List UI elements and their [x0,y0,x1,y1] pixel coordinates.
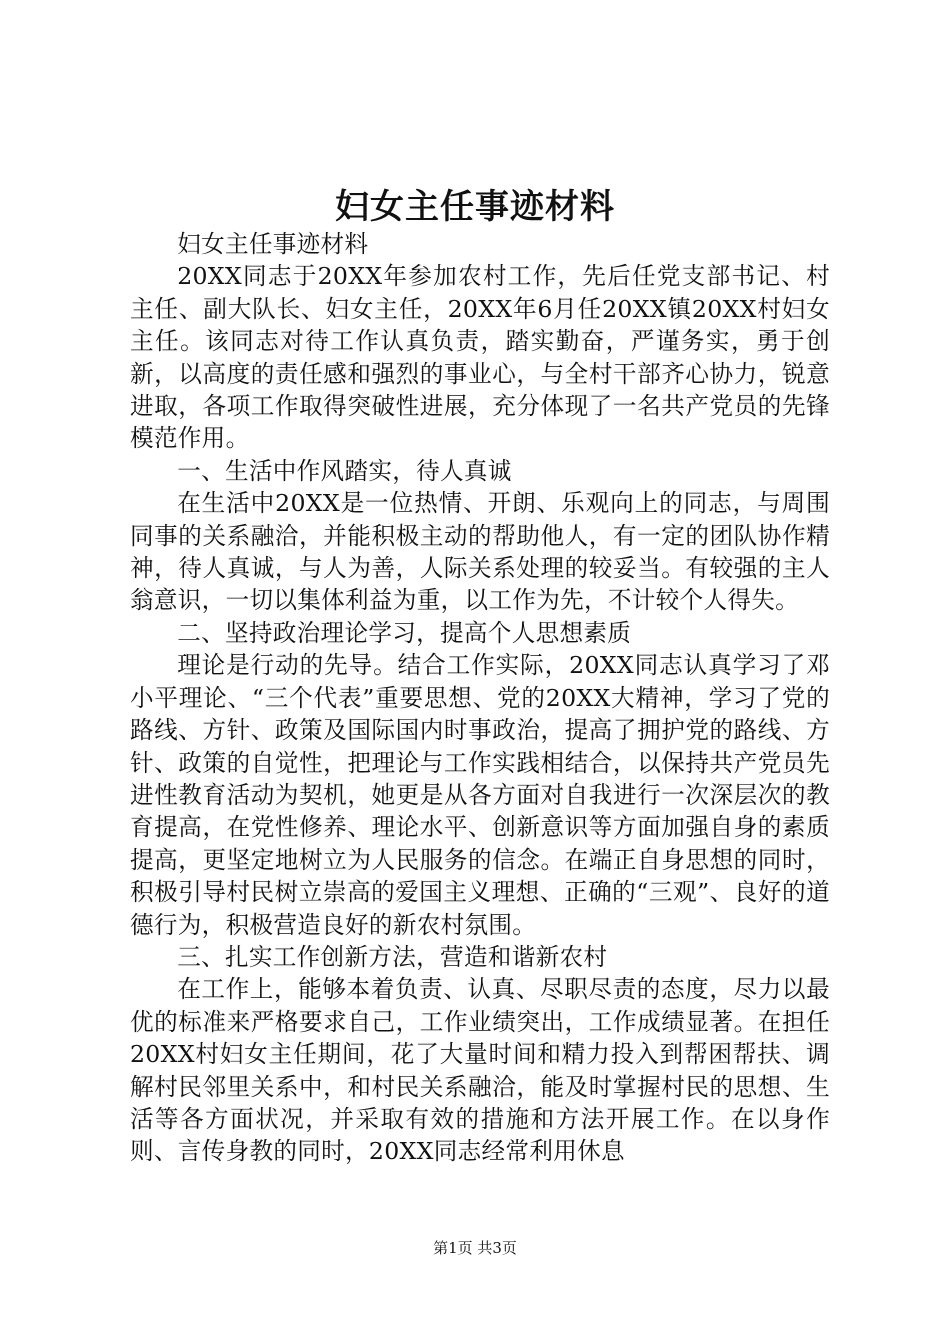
document-body [130,228,830,1168]
section-heading-1: 一、生活中作风踏实，待人真诚 [177,456,512,485]
section-heading-3: 三、扎实工作创新方法，营造和谐新农村 [177,942,608,971]
paragraph-subtitle: 妇女主任事迹材料 [177,230,369,258]
paragraph-section-3: 在工作上，能够本着负责、认真、尽职尽责的态度，尽力以最优的标准来严格要求自己，工作业绩突出，工作成绩显著。在担任20XX村妇女主任期间，花了大量时间和精力投入到帮困帮扶、调解村民邻里关系中，和村民关系融洽，能及时掌握村民的思想、生活等各方面状况，并采取有效的措施和方法开展工作。在以身作则、言传身教的同时，20XX同志经常利用休息 [130,975,830,1166]
paragraph-intro: 20XX同志于20XX年参加农村工作，先后任党支部书记、村主任、副大队长、妇女主任，20XX年6月任20XX镇20XX村妇女主任。该同志对待工作认真负责，踏实勤奋，严谨务实，勇于创新，以高度的责任感和强烈的事业心，与全村干部齐心协力，锐意进取，各项工作取得突破性进展，充分体现了一名共产党员的先锋模范作用。 [130,262,830,453]
section-heading-2: 二、坚持政治理论学习，提高个人思想素质 [177,618,632,647]
paragraph-section-2: 理论是行动的先导。结合工作实际，20XX同志认真学习了邓小平理论、“三个代表”重要思想、党的20XX大精神，学习了党的路线、方针、政策及国际国内时事政治，提高了拥护党的路线、方针、政策的自觉性，把理论与工作实践相结合，以保持共产党员先进性教育活动为契机，她更是从各方面对自我进行一次深层次的教育提高，在党性修养、理论水平、创新意识等方面加强自身的素质提高，更坚定地树立为人民服务的信念。在端正自身思想的同时，积极引导村民树立崇高的爱国主义理想、正确的“三观”、良好的道德行为，积极营造良好的新农村氛围。 [130,651,830,939]
paragraph-section-1: 在生活中20XX是一位热情、开朗、乐观向上的同志，与周围同事的关系融洽，并能积极主动的帮助他人，有一定的团队协作精神，待人真诚，与人为善，人际关系处理的较妥当。有较强的主人翁意识，一切以集体利益为重，以工作为先，不计较个人得失。 [130,489,830,615]
page-title: 妇女主任事迹材料 [335,187,615,227]
page-footer: 第1页 共3页 [433,1239,517,1257]
